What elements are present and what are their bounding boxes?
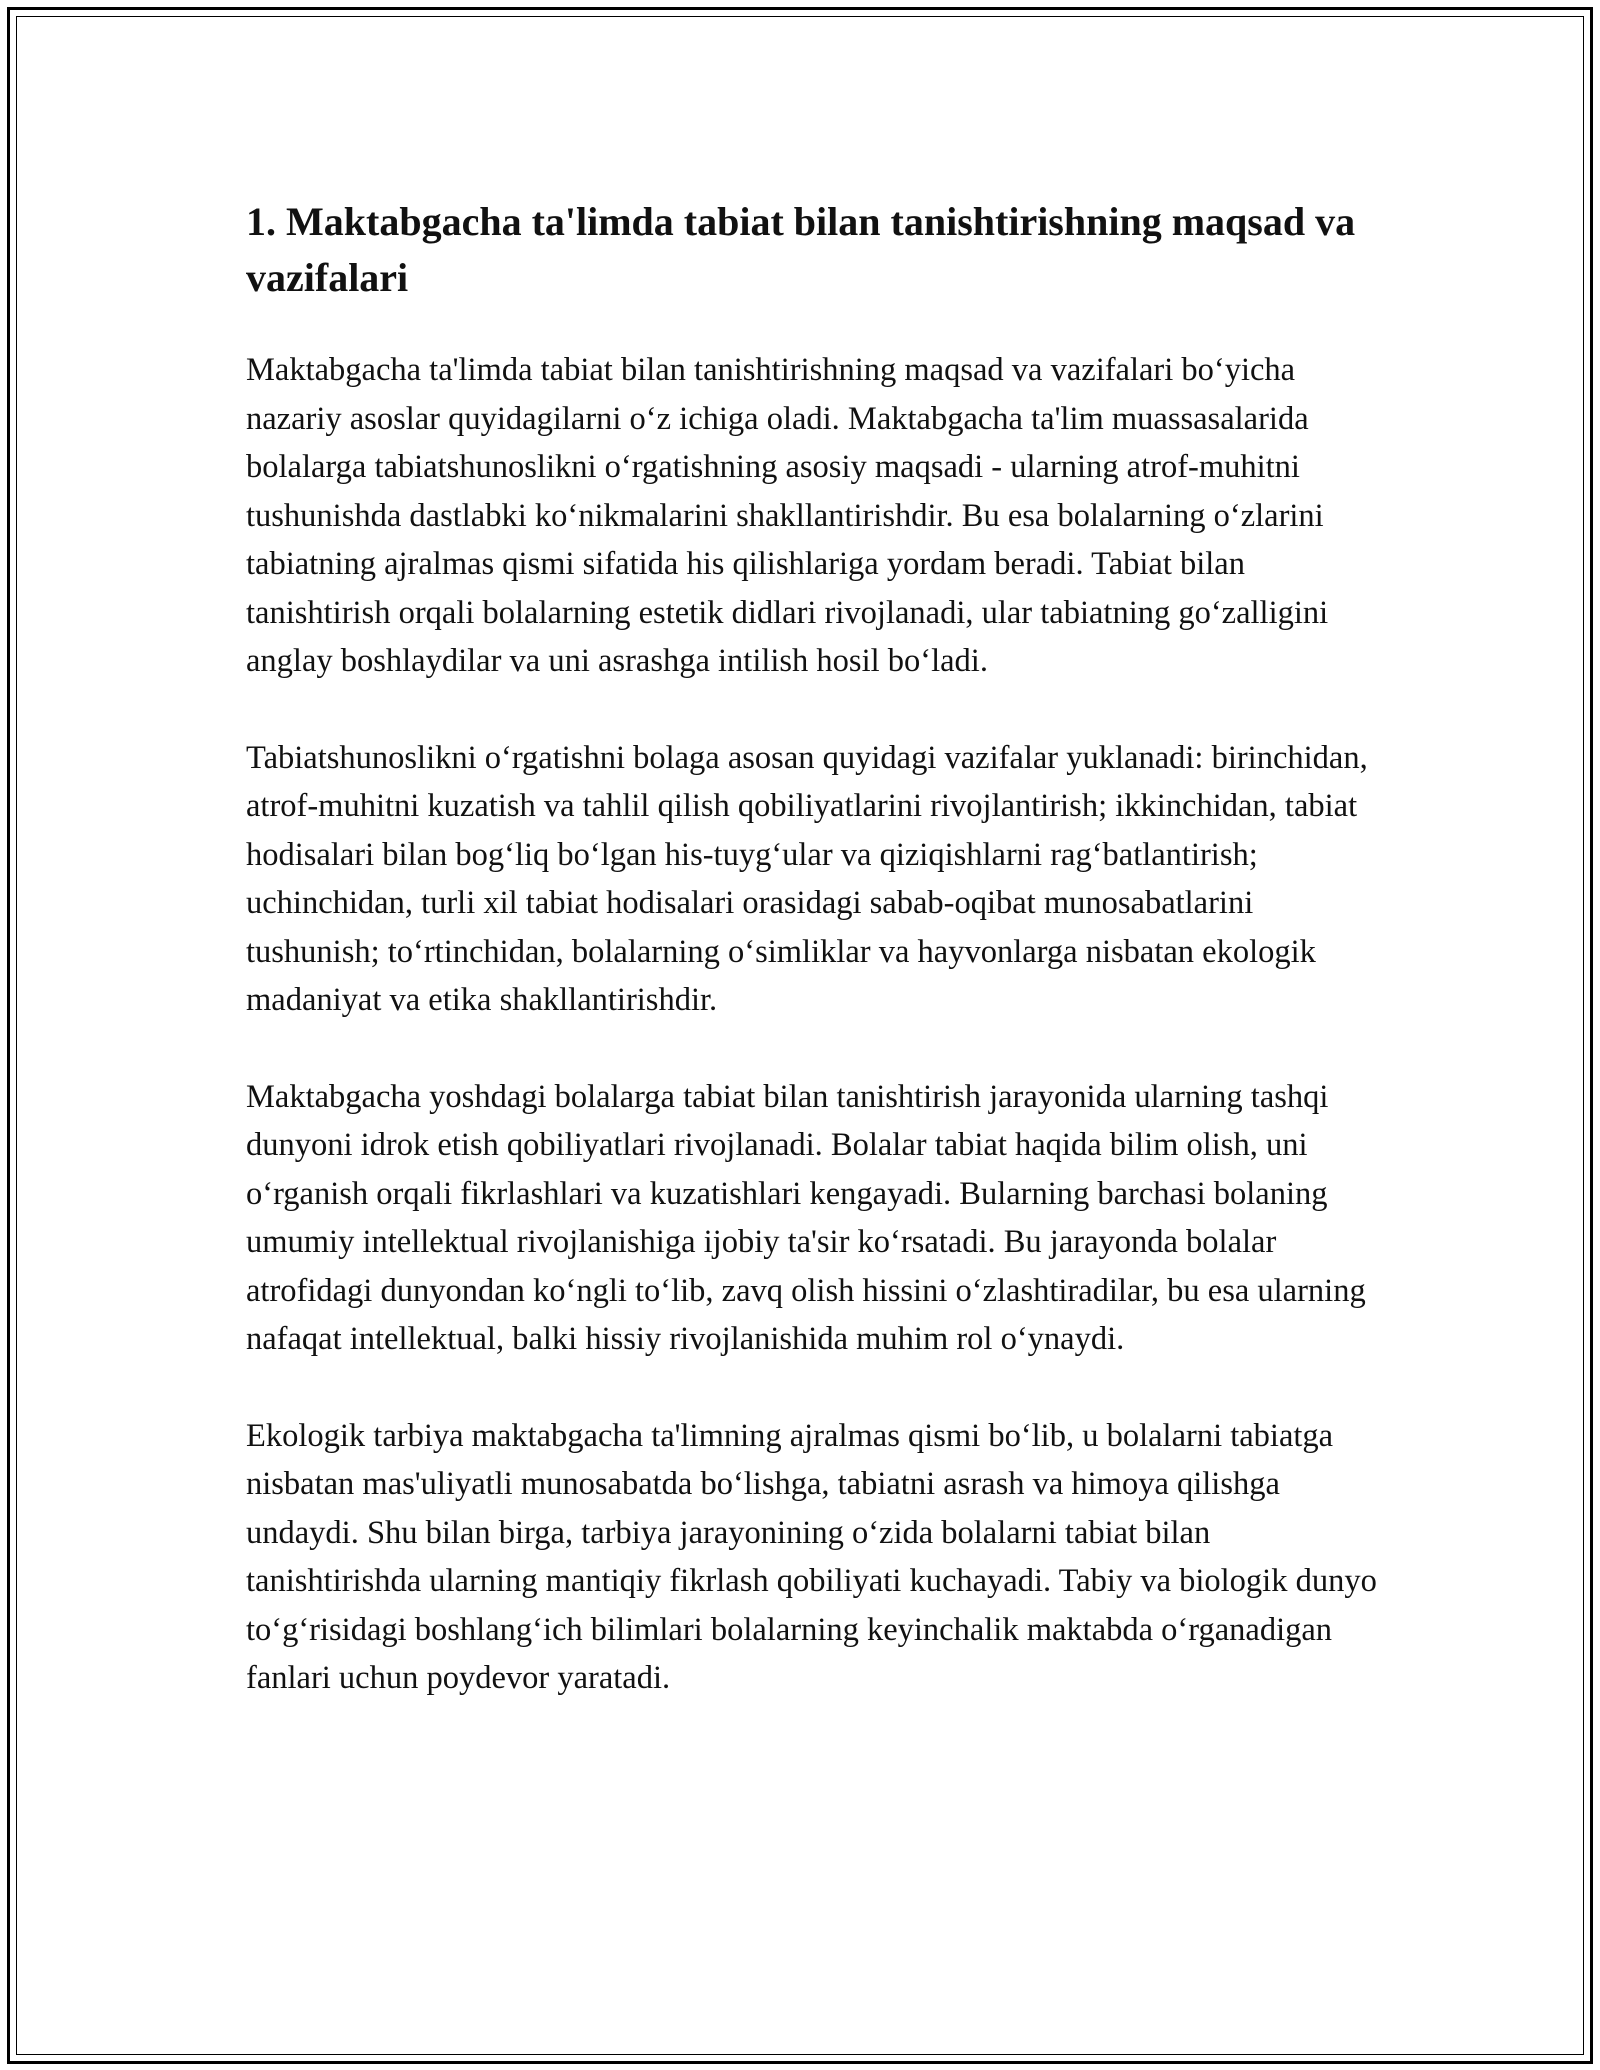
page-frame: [7, 7, 1593, 2064]
paragraph-tasks: Tabiatshunoslikni o‘rgatishni bolaga asosan quyidagi vazifalar yuklanadi: birinchidan, atrof-muhitni kuzatish va tahlil qilish qobiliyatlarini rivojlantirish; ikkinchidan, tabiat hodisalari bilan bog‘liq bo‘lgan his-tuyg‘ular va qiziqishlarni rag‘batlantirish; uchinchidan, turli xil tabiat hodisalari orasidagi sabab-oqibat munosabatlarini tushunish; to‘rtinchidan, bolalarning o‘simliklar va hayvonlarga nisbatan ekologik madaniyat va etika shakllantirishdir.: [246, 739, 1368, 1018]
section-heading: 1. Maktabgacha ta'limda tabiat bilan tanishtirishning maqsad va vazifalari: [246, 199, 1356, 300]
paragraph-perception: Maktabgacha yoshdagi bolalarga tabiat bilan tanishtirish jarayonida ularning tashqi dunyoni idrok etish qobiliyatlari rivojlanadi. Bolalar tabiat haqida bilim olish, uni o‘rganish orqali fikrlashlari va kuzatishlari kengayadi. Bularning barchasi bolaning umumiy intellektual rivojlanishiga ijobiy ta'sir ko‘rsatadi. Bu jarayonda bolalar atrofidagi dunyondan ko‘ngli to‘lib, zavq olish hissini o‘zlashtiradilar, bu esa ularning nafaqat intellektual, balki hissiy rivojlanishida muhim rol o‘ynaydi.: [246, 1078, 1366, 1357]
paragraph-ecological-education: Ekologik tarbiya maktabgacha ta'limning ajralmas qismi bo‘lib, u bolalarni tabiatga nisbatan mas'uliyatli munosabatda bo‘lishga, tabiatni asrash va himoya qilishga undaydi. Shu bilan birga, tarbiya jarayonining o‘zida bolalarni tabiat bilan tanishtirishda ularning mantiqiy fikrlash qobiliyati kuchayadi. Tabiy va biologik dunyo to‘g‘risidagi boshlang‘ich bilimlari bolalarning keyinchalik maktabda o‘rganadigan fanlari uchun poydevor yaratadi.: [246, 1417, 1377, 1696]
document-body: [246, 194, 1386, 1751]
paragraph-goals: Maktabgacha ta'limda tabiat bilan tanishtirishning maqsad va vazifalari bo‘yicha nazariy asoslar quyidagilarni o‘z ichiga oladi. Maktabgacha ta'lim muassasalarida bolalarga tabiatshunoslikni o‘rgatishning asosiy maqsadi - ularning atrof-muhitni tushunishda dastlabki ko‘nikmalarini shakllantirishdir. Bu esa bolalarning o‘zlarini tabiatning ajralmas qismi sifatida his qilishlariga yordam beradi. Tabiat bilan tanishtirish orqali bolalarning estetik didlari rivojlanadi, ular tabiatning go‘zalligini anglay boshlaydilar va uni asrashga intilish hosil bo‘ladi.: [246, 352, 1329, 679]
